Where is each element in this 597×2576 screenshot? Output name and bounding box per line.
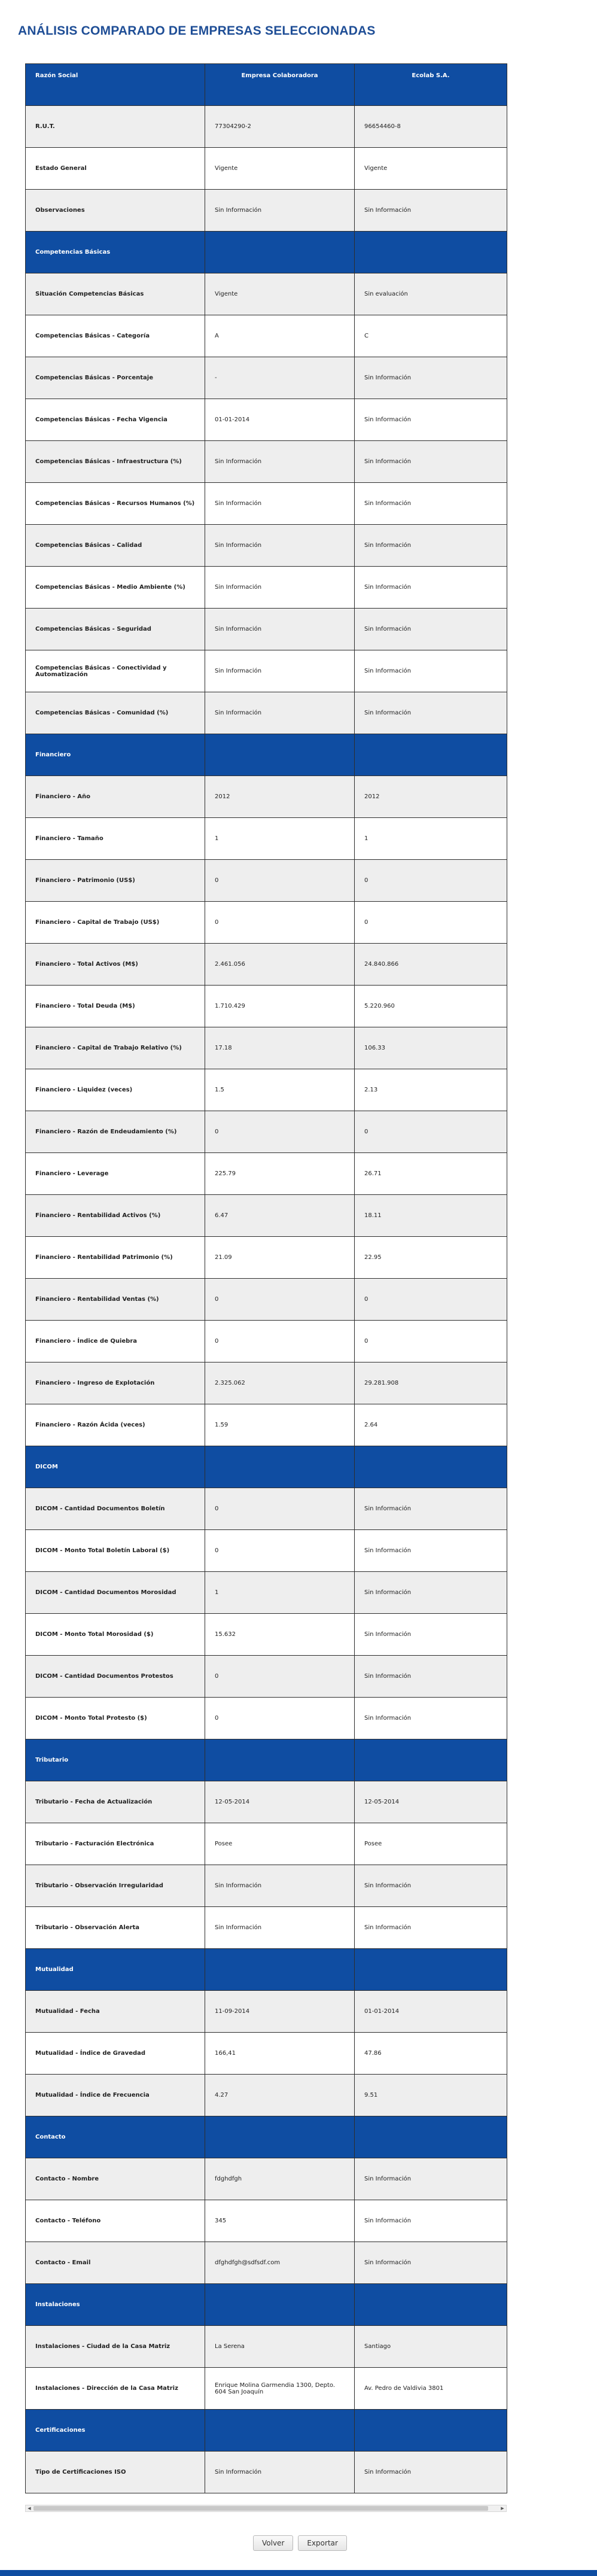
table-row — [26, 1362, 507, 1404]
row-label: Contacto - Teléfono — [26, 2200, 205, 2242]
page-title: ANÁLISIS COMPARADO DE EMPRESAS SELECCIONADAS — [18, 24, 376, 38]
value-empresa-colaboradora: 1.710.429 — [205, 986, 355, 1027]
value-ecolab: 0 — [355, 860, 507, 902]
table-body — [26, 106, 507, 2493]
table-row — [26, 1614, 507, 1656]
row-label: R.U.T. — [26, 106, 205, 148]
row-label: Financiero - Año — [26, 776, 205, 818]
row-label: Mutualidad - Índice de Frecuencia — [26, 2075, 205, 2116]
header-ecolab: Ecolab S.A. — [355, 64, 507, 106]
row-label: Contacto - Email — [26, 2242, 205, 2284]
value-ecolab: 01-01-2014 — [355, 1991, 507, 2033]
table-row — [26, 860, 507, 902]
value-ecolab: 2.64 — [355, 1404, 507, 1446]
scroll-left-arrow-icon[interactable]: ◀ — [28, 2506, 31, 2511]
value-ecolab: Sin Información — [355, 692, 507, 734]
row-label: Financiero - Ingreso de Explotación — [26, 1362, 205, 1404]
table-row — [26, 483, 507, 525]
table-row — [26, 2200, 507, 2242]
value-ecolab: 2012 — [355, 776, 507, 818]
row-label: Tributario - Observación Irregularidad — [26, 1865, 205, 1907]
row-label: Tipo de Certificaciones ISO — [26, 2452, 205, 2493]
value-ecolab: Sin Información — [355, 2242, 507, 2284]
section-cell-empty — [205, 2116, 355, 2158]
table-row — [26, 315, 507, 357]
value-empresa-colaboradora: 0 — [205, 1656, 355, 1698]
table-row — [26, 2368, 507, 2410]
row-label: Financiero - Leverage — [26, 1153, 205, 1195]
row-label: Financiero - Razón de Endeudamiento (%) — [26, 1111, 205, 1153]
header-empresa-colaboradora: Empresa Colaboradora — [205, 64, 355, 106]
section-cell-empty — [355, 1949, 507, 1991]
row-label: Instalaciones - Ciudad de la Casa Matriz — [26, 2326, 205, 2368]
table-row — [26, 2326, 507, 2368]
table-row — [26, 986, 507, 1027]
section-header-row — [26, 1446, 507, 1488]
value-empresa-colaboradora: Sin Información — [205, 650, 355, 692]
comparison-table — [25, 63, 507, 2493]
value-ecolab: 22.95 — [355, 1237, 507, 1279]
table-row — [26, 1907, 507, 1949]
section-cell-empty — [355, 734, 507, 776]
row-label: Financiero - Total Deuda (M$) — [26, 986, 205, 1027]
value-empresa-colaboradora: 2.461.056 — [205, 944, 355, 986]
row-label: Financiero - Liquidez (veces) — [26, 1069, 205, 1111]
row-label: Mutualidad - Fecha — [26, 1991, 205, 2033]
table-row — [26, 1656, 507, 1698]
row-label: Financiero - Rentabilidad Activos (%) — [26, 1195, 205, 1237]
value-ecolab: C — [355, 315, 507, 357]
table-row — [26, 2033, 507, 2075]
value-empresa-colaboradora: 6.47 — [205, 1195, 355, 1237]
scrollbar-thumb[interactable] — [33, 2506, 488, 2511]
table-row — [26, 190, 507, 232]
comparison-table-container — [25, 63, 507, 2493]
row-label: Situación Competencias Básicas — [26, 273, 205, 315]
action-buttons — [253, 2535, 347, 2551]
table-row — [26, 1865, 507, 1907]
section-header-row — [26, 2284, 507, 2326]
value-ecolab: Sin Información — [355, 1614, 507, 1656]
value-empresa-colaboradora: 01-01-2014 — [205, 399, 355, 441]
value-empresa-colaboradora: Sin Información — [205, 483, 355, 525]
table-row — [26, 776, 507, 818]
section-title: Instalaciones — [26, 2284, 205, 2326]
row-label: Tributario - Facturación Electrónica — [26, 1823, 205, 1865]
table-row — [26, 106, 507, 148]
table-row — [26, 273, 507, 315]
section-header-row — [26, 2116, 507, 2158]
value-empresa-colaboradora: - — [205, 357, 355, 399]
value-empresa-colaboradora: A — [205, 315, 355, 357]
value-ecolab: Sin Información — [355, 1698, 507, 1739]
table-row — [26, 692, 507, 734]
value-empresa-colaboradora: Enrique Molina Garmendia 1300, Depto. 604 San Joaquín — [205, 2368, 355, 2410]
table-row — [26, 1781, 507, 1823]
table-row — [26, 357, 507, 399]
table-row — [26, 148, 507, 190]
scroll-right-arrow-icon[interactable]: ▶ — [501, 2506, 504, 2511]
table-row — [26, 1823, 507, 1865]
row-label: Observaciones — [26, 190, 205, 232]
table-row — [26, 525, 507, 567]
table-row — [26, 818, 507, 860]
value-empresa-colaboradora: 0 — [205, 1279, 355, 1321]
value-ecolab: Sin Información — [355, 1572, 507, 1614]
section-header-row — [26, 1949, 507, 1991]
value-ecolab: 9.51 — [355, 2075, 507, 2116]
table-row — [26, 1321, 507, 1362]
table-row — [26, 1027, 507, 1069]
value-ecolab: Sin Información — [355, 2158, 507, 2200]
section-title: Tributario — [26, 1739, 205, 1781]
value-ecolab: 0 — [355, 1111, 507, 1153]
table-row — [26, 1404, 507, 1446]
value-empresa-colaboradora: 0 — [205, 1488, 355, 1530]
value-empresa-colaboradora: Vigente — [205, 273, 355, 315]
value-empresa-colaboradora: 12-05-2014 — [205, 1781, 355, 1823]
row-label: Financiero - Capital de Trabajo (US$) — [26, 902, 205, 944]
section-cell-empty — [355, 2116, 507, 2158]
value-ecolab: Sin Información — [355, 1656, 507, 1698]
value-empresa-colaboradora: Sin Información — [205, 1907, 355, 1949]
table-row — [26, 1698, 507, 1739]
row-label: Competencias Básicas - Medio Ambiente (%) — [26, 567, 205, 609]
section-cell-empty — [205, 734, 355, 776]
value-ecolab: 5.220.960 — [355, 986, 507, 1027]
value-ecolab: 0 — [355, 1321, 507, 1362]
value-empresa-colaboradora: 17.18 — [205, 1027, 355, 1069]
row-label: Competencias Básicas - Conectividad y Automatización — [26, 650, 205, 692]
table-row — [26, 944, 507, 986]
value-empresa-colaboradora: Sin Información — [205, 567, 355, 609]
section-title: Certificaciones — [26, 2410, 205, 2452]
row-label: Instalaciones - Dirección de la Casa Matriz — [26, 2368, 205, 2410]
row-label: Competencias Básicas - Categoría — [26, 315, 205, 357]
value-empresa-colaboradora: 1.5 — [205, 1069, 355, 1111]
row-label: Estado General — [26, 148, 205, 190]
value-empresa-colaboradora: Sin Información — [205, 441, 355, 483]
table-row — [26, 399, 507, 441]
value-empresa-colaboradora: 1 — [205, 818, 355, 860]
value-empresa-colaboradora: 2.325.062 — [205, 1362, 355, 1404]
row-label: Competencias Básicas - Calidad — [26, 525, 205, 567]
value-empresa-colaboradora: 21.09 — [205, 1237, 355, 1279]
value-ecolab: Sin Información — [355, 525, 507, 567]
section-cell-empty — [205, 2284, 355, 2326]
section-header-row — [26, 1739, 507, 1781]
value-ecolab: Sin Información — [355, 1907, 507, 1949]
value-empresa-colaboradora: Posee — [205, 1823, 355, 1865]
table-row — [26, 2452, 507, 2493]
value-empresa-colaboradora: 0 — [205, 1530, 355, 1572]
value-ecolab: Sin Información — [355, 1488, 507, 1530]
row-label: DICOM - Monto Total Boletín Laboral ($) — [26, 1530, 205, 1572]
row-label: Financiero - Razón Ácida (veces) — [26, 1404, 205, 1446]
value-empresa-colaboradora: fdghdfgh — [205, 2158, 355, 2200]
value-ecolab: Posee — [355, 1823, 507, 1865]
row-label: Competencias Básicas - Porcentaje — [26, 357, 205, 399]
section-header-row — [26, 232, 507, 273]
value-ecolab: Santiago — [355, 2326, 507, 2368]
header-razon-social: Razón Social — [26, 64, 205, 106]
row-label: Financiero - Capital de Trabajo Relativo (%) — [26, 1027, 205, 1069]
value-empresa-colaboradora: Sin Información — [205, 1865, 355, 1907]
value-empresa-colaboradora: Sin Información — [205, 190, 355, 232]
value-ecolab: Sin Información — [355, 441, 507, 483]
value-empresa-colaboradora: Sin Información — [205, 2452, 355, 2493]
value-empresa-colaboradora: 15.632 — [205, 1614, 355, 1656]
table-row — [26, 1153, 507, 1195]
horizontal-scrollbar[interactable] — [25, 2505, 507, 2512]
section-title: DICOM — [26, 1446, 205, 1488]
section-cell-empty — [205, 1739, 355, 1781]
value-empresa-colaboradora: 1 — [205, 1572, 355, 1614]
value-ecolab: 26.71 — [355, 1153, 507, 1195]
value-empresa-colaboradora: 1.59 — [205, 1404, 355, 1446]
value-ecolab: 1 — [355, 818, 507, 860]
value-empresa-colaboradora: 0 — [205, 1321, 355, 1362]
row-label: Competencias Básicas - Infraestructura (%) — [26, 441, 205, 483]
table-row — [26, 567, 507, 609]
value-empresa-colaboradora: Sin Información — [205, 692, 355, 734]
value-ecolab: Sin Información — [355, 609, 507, 650]
table-row — [26, 650, 507, 692]
table-row — [26, 1279, 507, 1321]
row-label: Financiero - Rentabilidad Ventas (%) — [26, 1279, 205, 1321]
value-empresa-colaboradora: 11-09-2014 — [205, 1991, 355, 2033]
section-cell-empty — [205, 1949, 355, 1991]
section-cell-empty — [355, 1739, 507, 1781]
table-row — [26, 902, 507, 944]
table-row — [26, 1237, 507, 1279]
value-empresa-colaboradora: La Serena — [205, 2326, 355, 2368]
value-ecolab: Vigente — [355, 148, 507, 190]
value-empresa-colaboradora: 0 — [205, 902, 355, 944]
row-label: DICOM - Cantidad Documentos Protestos — [26, 1656, 205, 1698]
section-cell-empty — [205, 232, 355, 273]
value-empresa-colaboradora: Sin Información — [205, 525, 355, 567]
section-cell-empty — [205, 1446, 355, 1488]
row-label: Financiero - Tamaño — [26, 818, 205, 860]
section-cell-empty — [355, 2284, 507, 2326]
value-ecolab: Sin evaluación — [355, 273, 507, 315]
row-label: DICOM - Cantidad Documentos Morosidad — [26, 1572, 205, 1614]
section-cell-empty — [355, 1446, 507, 1488]
table-row — [26, 441, 507, 483]
value-ecolab: 47.86 — [355, 2033, 507, 2075]
value-ecolab: Sin Información — [355, 1865, 507, 1907]
export-button[interactable]: Exportar — [298, 2535, 347, 2551]
value-ecolab: Sin Información — [355, 483, 507, 525]
table-row — [26, 1530, 507, 1572]
value-empresa-colaboradora: 77304290-2 — [205, 106, 355, 148]
section-header-row — [26, 734, 507, 776]
row-label: Financiero - Índice de Quiebra — [26, 1321, 205, 1362]
value-ecolab: 24.840.866 — [355, 944, 507, 986]
row-label: Financiero - Patrimonio (US$) — [26, 860, 205, 902]
table-header-row — [26, 64, 507, 106]
section-title: Mutualidad — [26, 1949, 205, 1991]
value-empresa-colaboradora: 225.79 — [205, 1153, 355, 1195]
table-row — [26, 1069, 507, 1111]
value-empresa-colaboradora: 2012 — [205, 776, 355, 818]
value-ecolab: Sin Información — [355, 567, 507, 609]
value-ecolab: 0 — [355, 1279, 507, 1321]
value-empresa-colaboradora: 166,41 — [205, 2033, 355, 2075]
value-empresa-colaboradora: dfghdfgh@sdfsdf.com — [205, 2242, 355, 2284]
value-ecolab: 29.281.908 — [355, 1362, 507, 1404]
row-label: Competencias Básicas - Recursos Humanos (%) — [26, 483, 205, 525]
section-cell-empty — [355, 232, 507, 273]
value-ecolab: Sin Información — [355, 190, 507, 232]
value-ecolab: Sin Información — [355, 1530, 507, 1572]
table-row — [26, 1488, 507, 1530]
table-row — [26, 2158, 507, 2200]
value-ecolab: 2.13 — [355, 1069, 507, 1111]
table-row — [26, 1991, 507, 2033]
value-ecolab: 106.33 — [355, 1027, 507, 1069]
section-cell-empty — [355, 2410, 507, 2452]
value-empresa-colaboradora: 4.27 — [205, 2075, 355, 2116]
table-row — [26, 609, 507, 650]
value-empresa-colaboradora: 0 — [205, 860, 355, 902]
section-title: Competencias Básicas — [26, 232, 205, 273]
section-title: Financiero — [26, 734, 205, 776]
table-row — [26, 2075, 507, 2116]
table-row — [26, 1195, 507, 1237]
value-ecolab: Sin Información — [355, 399, 507, 441]
table-row — [26, 1572, 507, 1614]
row-label: Competencias Básicas - Fecha Vigencia — [26, 399, 205, 441]
value-empresa-colaboradora: Vigente — [205, 148, 355, 190]
back-button[interactable]: Volver — [253, 2535, 293, 2551]
value-ecolab: Sin Información — [355, 650, 507, 692]
value-empresa-colaboradora: 345 — [205, 2200, 355, 2242]
value-ecolab: Sin Información — [355, 2200, 507, 2242]
row-label: Tributario - Fecha de Actualización — [26, 1781, 205, 1823]
row-label: Competencias Básicas - Comunidad (%) — [26, 692, 205, 734]
row-label: Competencias Básicas - Seguridad — [26, 609, 205, 650]
value-empresa-colaboradora: Sin Información — [205, 609, 355, 650]
section-cell-empty — [205, 2410, 355, 2452]
section-title: Contacto — [26, 2116, 205, 2158]
row-label: Mutualidad - Índice de Gravedad — [26, 2033, 205, 2075]
value-ecolab: 18.11 — [355, 1195, 507, 1237]
table-row — [26, 2242, 507, 2284]
value-ecolab: 12-05-2014 — [355, 1781, 507, 1823]
row-label: Contacto - Nombre — [26, 2158, 205, 2200]
value-ecolab: Av. Pedro de Valdivia 3801 — [355, 2368, 507, 2410]
value-ecolab: 0 — [355, 902, 507, 944]
value-ecolab: Sin Información — [355, 2452, 507, 2493]
row-label: Financiero - Total Activos (M$) — [26, 944, 205, 986]
footer-bar — [0, 2570, 597, 2576]
table-row — [26, 1111, 507, 1153]
row-label: Financiero - Rentabilidad Patrimonio (%) — [26, 1237, 205, 1279]
row-label: DICOM - Cantidad Documentos Boletín — [26, 1488, 205, 1530]
row-label: Tributario - Observación Alerta — [26, 1907, 205, 1949]
row-label: DICOM - Monto Total Morosidad ($) — [26, 1614, 205, 1656]
row-label: DICOM - Monto Total Protesto ($) — [26, 1698, 205, 1739]
section-header-row — [26, 2410, 507, 2452]
value-ecolab: 96654460-8 — [355, 106, 507, 148]
value-empresa-colaboradora: 0 — [205, 1111, 355, 1153]
value-empresa-colaboradora: 0 — [205, 1698, 355, 1739]
value-ecolab: Sin Información — [355, 357, 507, 399]
